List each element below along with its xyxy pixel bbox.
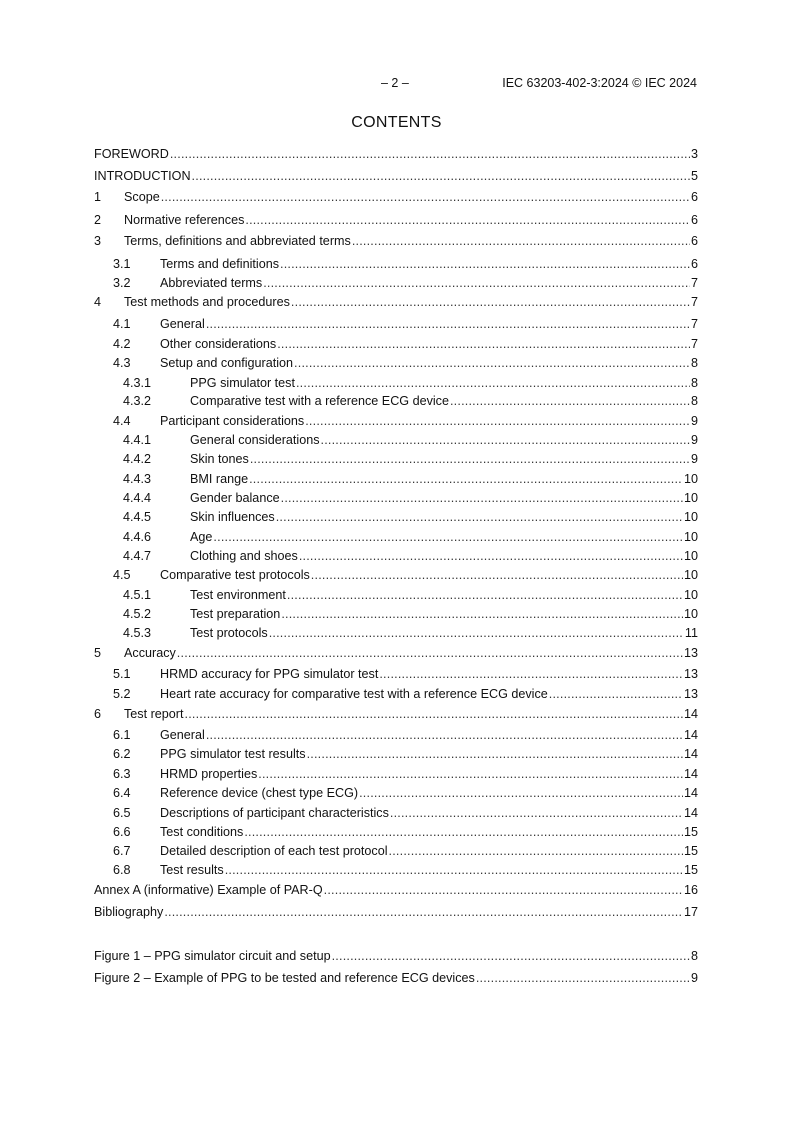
section-title: PPG simulator test results (160, 747, 306, 761)
page-reference: 17 (683, 905, 698, 919)
section-title: Annex A (informative) Example of PAR-Q (94, 883, 323, 897)
dot-leader (390, 805, 683, 821)
toc-entry[interactable] (94, 824, 698, 840)
toc-entry[interactable] (94, 882, 698, 898)
page-reference: 10 (683, 568, 698, 582)
toc-entry[interactable] (94, 355, 698, 371)
dot-leader (352, 233, 690, 249)
toc-entry[interactable] (94, 766, 698, 782)
figure-list-item[interactable] (94, 948, 698, 964)
dot-leader (277, 336, 690, 352)
section-title: Terms, definitions and abbreviated terms (124, 234, 351, 248)
section-title: Comparative test protocols (160, 568, 310, 582)
section-title: Test protocols (190, 626, 268, 640)
section-title: INTRODUCTION (94, 169, 191, 183)
toc-entry[interactable] (94, 490, 698, 506)
toc-entry[interactable] (94, 625, 698, 641)
dot-leader (332, 948, 690, 964)
page-reference: 6 (690, 234, 698, 248)
section-number: 6.5 (113, 806, 131, 820)
dot-leader (294, 355, 690, 371)
section-number: 4.3.1 (123, 376, 152, 390)
toc-entry[interactable] (94, 785, 698, 801)
section-number: 3 (94, 234, 102, 248)
section-title: PPG simulator test (190, 376, 295, 390)
section-title: Terms and definitions (160, 257, 280, 271)
section-number: 5.2 (113, 687, 131, 701)
dot-leader (245, 212, 690, 228)
toc-entry[interactable] (94, 529, 698, 545)
page-reference: 13 (683, 646, 698, 660)
dot-leader (206, 316, 690, 332)
page-reference: 14 (683, 767, 698, 781)
section-number: 6 (94, 707, 102, 721)
page-reference: 10 (683, 530, 698, 544)
section-number: 6.6 (113, 825, 131, 839)
toc-entry[interactable] (94, 189, 698, 205)
toc-entry[interactable] (94, 471, 698, 487)
section-number: 4.4.6 (123, 530, 152, 544)
section-title: Abbreviated terms (160, 276, 263, 290)
dot-leader (244, 824, 683, 840)
section-number: 3.2 (113, 276, 131, 290)
section-title: BMI range (190, 472, 249, 486)
dot-leader (359, 785, 683, 801)
page-reference: 7 (690, 317, 698, 331)
section-number: 4.4.3 (123, 472, 152, 486)
section-title: Skin influences (190, 510, 275, 524)
page-reference: 10 (683, 472, 698, 486)
dot-leader (280, 256, 690, 272)
toc-entry[interactable] (94, 168, 698, 184)
toc-entry[interactable] (94, 706, 698, 722)
toc-entry[interactable] (94, 746, 698, 762)
dot-leader (225, 862, 683, 878)
section-number: 4.4.1 (123, 433, 152, 447)
page-reference: 10 (683, 607, 698, 621)
page-reference: 7 (690, 337, 698, 351)
page-reference: 6 (690, 257, 698, 271)
dot-leader (549, 686, 683, 702)
page-reference: 14 (683, 747, 698, 761)
section-number: 5 (94, 646, 102, 660)
section-title: Gender balance (190, 491, 280, 505)
page-reference: 6 (690, 213, 698, 227)
contents-title: CONTENTS (351, 114, 442, 131)
section-number: 6.2 (113, 747, 131, 761)
section-title: Test preparation (190, 607, 281, 621)
dot-leader (269, 625, 684, 641)
section-number: 4.5 (113, 568, 131, 582)
section-number: 4.3 (113, 356, 131, 370)
section-title: Test conditions (160, 825, 244, 839)
dot-leader (324, 882, 683, 898)
toc-entry[interactable] (94, 862, 698, 878)
section-number: 4.4.2 (123, 452, 152, 466)
page-reference: 8 (690, 949, 698, 963)
section-number: 4.4.4 (123, 491, 152, 505)
section-title: Skin tones (190, 452, 249, 466)
page-reference: 7 (690, 295, 698, 309)
toc-entry[interactable] (94, 413, 698, 429)
section-number: 4.5.3 (123, 626, 152, 640)
dot-leader (170, 146, 690, 162)
page-reference: 14 (683, 786, 698, 800)
section-number: 6.7 (113, 844, 131, 858)
toc-entry[interactable] (94, 275, 698, 291)
toc-entry[interactable] (94, 509, 698, 525)
page-reference: 13 (683, 687, 698, 701)
section-title: Other considerations (160, 337, 277, 351)
toc-entry[interactable] (94, 805, 698, 821)
toc-entry[interactable] (94, 548, 698, 564)
dot-leader (305, 413, 690, 429)
dot-leader (287, 587, 683, 603)
section-title: Test results (160, 863, 224, 877)
toc-entry[interactable] (94, 904, 698, 920)
dot-leader (250, 451, 690, 467)
figure-list-item[interactable] (94, 970, 698, 986)
section-title: Bibliography (94, 905, 164, 919)
section-title: Age (190, 530, 213, 544)
dot-leader (311, 567, 683, 583)
page-header (0, 76, 793, 92)
dot-leader (192, 168, 690, 184)
toc-entry[interactable] (94, 316, 698, 332)
dot-leader (206, 727, 683, 743)
page-reference: 8 (690, 376, 698, 390)
section-title: Test methods and procedures (124, 295, 290, 309)
page-reference: 14 (683, 806, 698, 820)
toc-entry[interactable] (94, 686, 698, 702)
toc-entry[interactable] (94, 233, 698, 249)
section-title: Comparative test with a reference ECG device (190, 394, 449, 408)
page-reference: 13 (683, 667, 698, 681)
section-title: Accuracy (124, 646, 176, 660)
toc-entry[interactable] (94, 432, 698, 448)
dot-leader (177, 645, 683, 661)
dot-leader (263, 275, 690, 291)
section-title: Participant considerations (160, 414, 305, 428)
page-reference: 10 (683, 491, 698, 505)
section-number: 6.1 (113, 728, 131, 742)
section-title: Test report (124, 707, 184, 721)
dot-leader (161, 189, 690, 205)
section-title: Detailed description of each test protocol (160, 844, 388, 858)
dot-leader (307, 746, 683, 762)
page-reference: 11 (684, 626, 698, 640)
page-reference: 6 (690, 190, 698, 204)
page-reference: 15 (683, 863, 698, 877)
section-number: 6.3 (113, 767, 131, 781)
section-title: Clothing and shoes (190, 549, 298, 563)
section-number: 4 (94, 295, 102, 309)
page-reference: 7 (690, 276, 698, 290)
section-number: 2 (94, 213, 102, 227)
page-reference: 14 (683, 707, 698, 721)
page-reference: 15 (683, 825, 698, 839)
toc-entry[interactable] (94, 256, 698, 272)
section-number: 4.5.2 (123, 607, 152, 621)
dot-leader (291, 294, 690, 310)
dot-leader (321, 432, 690, 448)
dot-leader (299, 548, 683, 564)
toc-entry[interactable] (94, 146, 698, 162)
section-title: Heart rate accuracy for comparative test with a reference ECG device (160, 687, 548, 701)
dot-leader (379, 666, 683, 682)
figure-title: Figure 2 – Example of PPG to be tested and reference ECG devices (94, 971, 475, 985)
figure-title: Figure 1 – PPG simulator circuit and setup (94, 949, 331, 963)
dot-leader (296, 375, 690, 391)
toc-entry[interactable] (94, 294, 698, 310)
section-title: Test environment (190, 588, 286, 602)
page-reference: 14 (683, 728, 698, 742)
section-title: Normative references (124, 213, 245, 227)
section-number: 4.4.7 (123, 549, 152, 563)
toc-entry[interactable] (94, 666, 698, 682)
section-number: 6.4 (113, 786, 131, 800)
page-reference: 3 (690, 147, 698, 161)
toc-entry[interactable] (94, 212, 698, 228)
toc-entry[interactable] (94, 336, 698, 352)
section-title: HRMD accuracy for PPG simulator test (160, 667, 379, 681)
section-title: General (160, 728, 205, 742)
page-reference: 16 (683, 883, 698, 897)
dot-leader (450, 393, 690, 409)
toc-entry[interactable] (94, 606, 698, 622)
page-reference: 8 (690, 356, 698, 370)
dot-leader (389, 843, 683, 859)
toc-entry[interactable] (94, 375, 698, 391)
page-reference: 5 (690, 169, 698, 183)
dot-leader (249, 471, 683, 487)
toc-entry[interactable] (94, 843, 698, 859)
toc-entry[interactable] (94, 393, 698, 409)
document-reference: IEC 63203-402-3:2024 © IEC 2024 (502, 76, 697, 90)
section-title: Descriptions of participant characteristics (160, 806, 389, 820)
toc-entry[interactable] (94, 587, 698, 603)
section-title: Reference device (chest type ECG) (160, 786, 359, 800)
section-title: Setup and configuration (160, 356, 294, 370)
dot-leader (258, 766, 683, 782)
section-title: General considerations (190, 433, 320, 447)
section-title: FOREWORD (94, 147, 169, 161)
toc-entry[interactable] (94, 645, 698, 661)
section-title: Scope (124, 190, 160, 204)
section-number: 3.1 (113, 257, 131, 271)
page-reference: 9 (690, 971, 698, 985)
page-reference: 9 (690, 433, 698, 447)
page-reference: 10 (683, 549, 698, 563)
page-reference: 8 (690, 394, 698, 408)
toc-entry[interactable] (94, 567, 698, 583)
section-number: 5.1 (113, 667, 131, 681)
section-number: 4.4.5 (123, 510, 152, 524)
toc-entry[interactable] (94, 451, 698, 467)
dot-leader (185, 706, 683, 722)
section-title: HRMD properties (160, 767, 258, 781)
page-reference: 10 (683, 588, 698, 602)
section-number: 4.5.1 (123, 588, 152, 602)
dot-leader (276, 509, 683, 525)
dot-leader (164, 904, 683, 920)
page-reference: 9 (690, 414, 698, 428)
page-reference: 9 (690, 452, 698, 466)
page-reference: 15 (683, 844, 698, 858)
dot-leader (281, 606, 683, 622)
section-number: 1 (94, 190, 102, 204)
section-number: 4.2 (113, 337, 131, 351)
section-title: General (160, 317, 205, 331)
page-number: – 2 – (381, 76, 409, 90)
section-number: 4.1 (113, 317, 131, 331)
dot-leader (476, 970, 690, 986)
section-number: 4.4 (113, 414, 131, 428)
toc-entry[interactable] (94, 727, 698, 743)
dot-leader (281, 490, 683, 506)
section-number: 4.3.2 (123, 394, 152, 408)
page-reference: 10 (683, 510, 698, 524)
section-number: 6.8 (113, 863, 131, 877)
dot-leader (213, 529, 683, 545)
